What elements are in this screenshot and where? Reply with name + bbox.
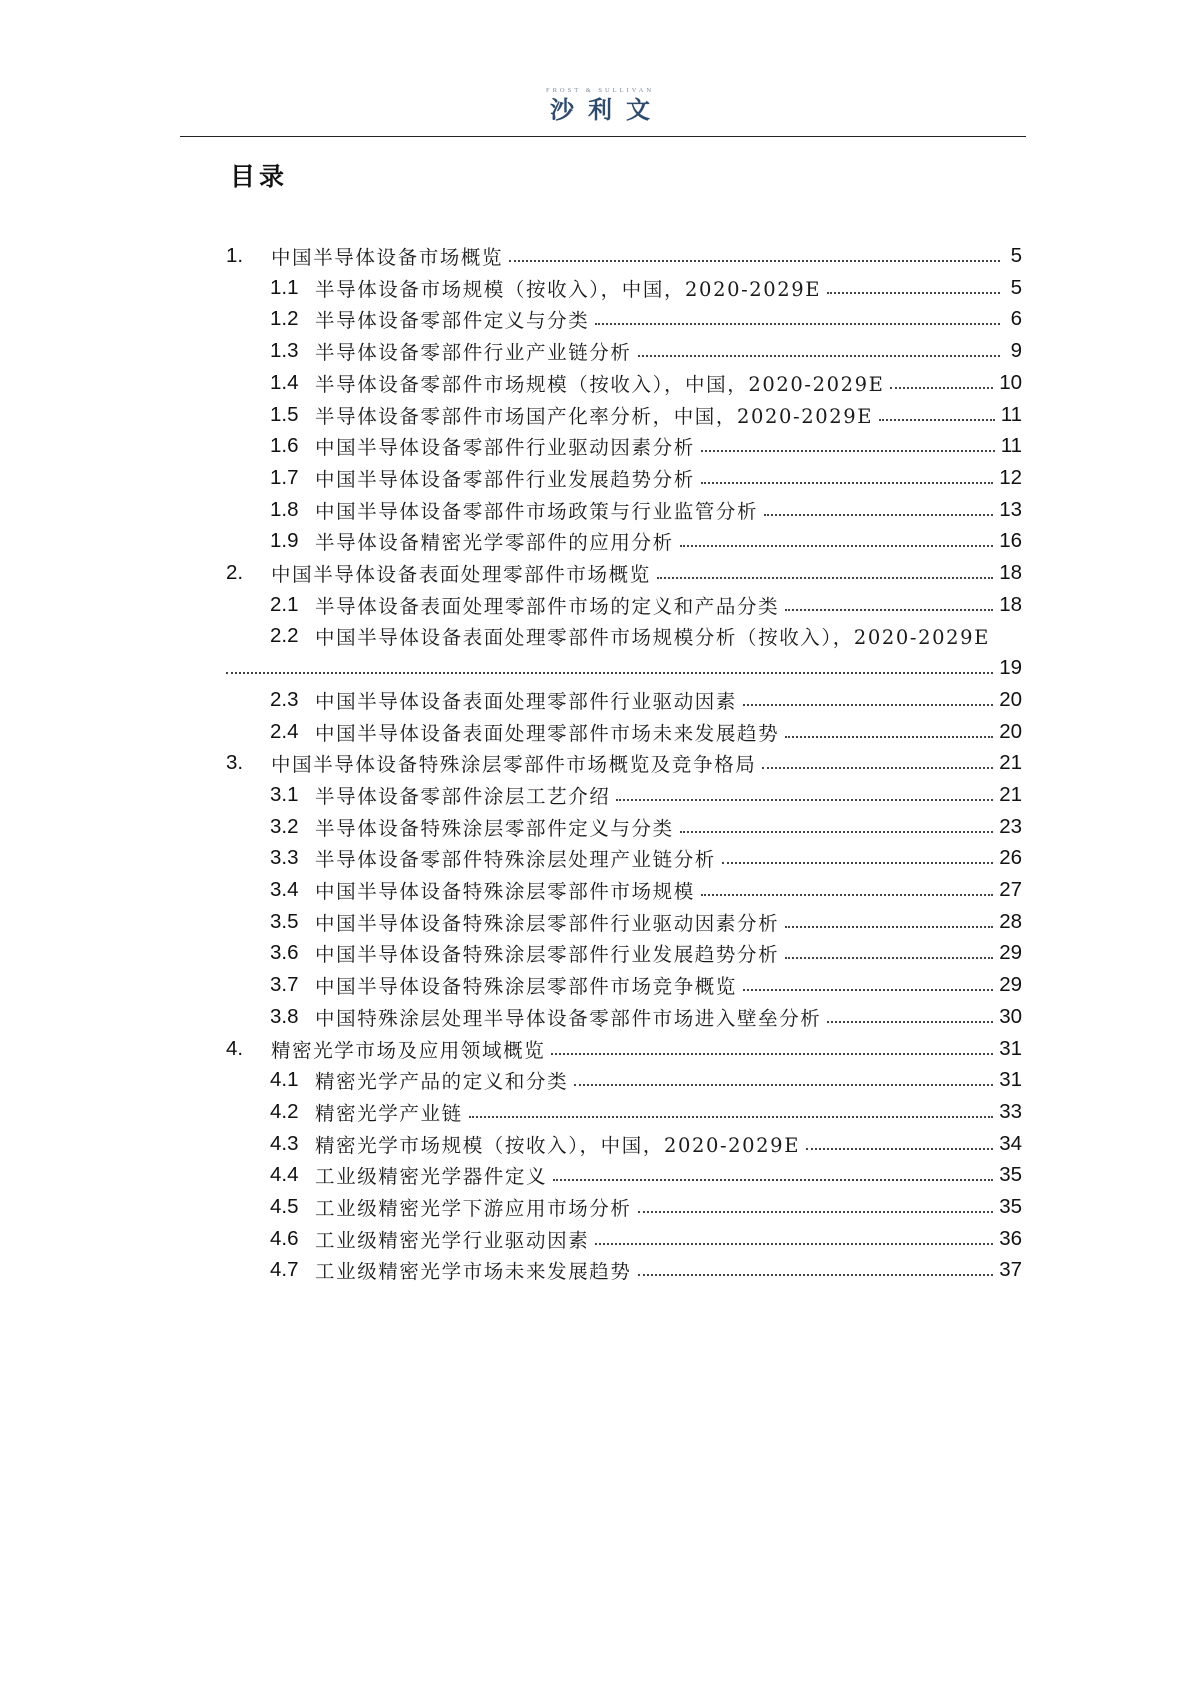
- toc-entry-page: 13: [999, 497, 1022, 521]
- toc-entry[interactable]: [226, 240, 1022, 272]
- dot-leader: [785, 736, 993, 738]
- toc-entry[interactable]: [270, 303, 1022, 335]
- toc-entry-number: 4.1: [270, 1068, 299, 1092]
- dot-leader: [680, 831, 993, 833]
- toc-entry-page: 37: [999, 1258, 1022, 1282]
- toc-entry-title: 工业级精密光学市场未来发展趋势: [315, 1260, 632, 1284]
- toc-entry-number: 1.2: [270, 307, 299, 331]
- toc-entry[interactable]: [270, 589, 1022, 621]
- toc-entry-number: 1.8: [270, 497, 299, 521]
- toc-entry[interactable]: [270, 1159, 1022, 1191]
- toc-entry[interactable]: [270, 525, 1022, 557]
- toc-entry-page: 34: [999, 1131, 1022, 1155]
- toc-entry[interactable]: [270, 1254, 1022, 1286]
- toc-entry-number: 1.4: [270, 370, 299, 394]
- dot-leader: [762, 767, 993, 769]
- toc-entry-title: 半导体设备零部件市场国产化率分析，中国，2020-2029E: [315, 404, 874, 428]
- dot-leader: [553, 1179, 993, 1181]
- toc-entry[interactable]: [270, 494, 1022, 526]
- toc-entry[interactable]: [270, 937, 1022, 969]
- dot-leader: [785, 957, 993, 959]
- toc-entry-number: 2.1: [270, 592, 299, 616]
- toc-entry-title: 中国半导体设备零部件市场政策与行业监管分析: [315, 499, 759, 523]
- toc-entry-title: 精密光学市场规模（按收入），中国，2020-2029E: [315, 1133, 801, 1157]
- toc-entry[interactable]: [270, 272, 1022, 304]
- toc-entry[interactable]: [226, 557, 1022, 589]
- toc-entry[interactable]: [226, 1033, 1022, 1065]
- toc-entry[interactable]: [270, 462, 1022, 494]
- toc-entry-number: 3.1: [270, 782, 299, 806]
- toc-entry-page: 18: [999, 561, 1022, 584]
- toc-entry-title: 半导体设备零部件特殊涂层处理产业链分析: [315, 848, 716, 872]
- toc-entry-page: 31: [999, 1036, 1022, 1060]
- toc-entry-number: 1.3: [270, 339, 299, 363]
- toc-entry-number: 2.2: [270, 624, 299, 648]
- toc-entry-page: 27: [999, 878, 1022, 901]
- toc-title: 目录: [230, 162, 289, 191]
- dot-leader: [595, 323, 1000, 325]
- dot-leader: [764, 514, 993, 516]
- dot-leader: [879, 419, 995, 421]
- toc-entry-number: 4.3: [270, 1131, 299, 1155]
- toc-entry-page: 6: [1010, 307, 1022, 331]
- brand-english-name: FROST & SULLIVAN: [545, 87, 655, 94]
- toc-entry[interactable]: [270, 684, 1022, 716]
- toc-entry[interactable]: [270, 1128, 1022, 1160]
- toc-entry[interactable]: [270, 811, 1022, 843]
- toc-entry[interactable]: [270, 969, 1022, 1001]
- dot-leader: [551, 1053, 993, 1055]
- toc-entry-title: 中国半导体设备表面处理零部件行业驱动因素: [315, 689, 738, 713]
- toc-entry-title: 中国半导体设备特殊涂层零部件市场竞争概览: [315, 975, 738, 999]
- toc-entry-title: 中国半导体设备市场概览: [271, 246, 504, 269]
- toc-entry[interactable]: [270, 620, 1022, 652]
- toc-entry[interactable]: [270, 1001, 1022, 1033]
- dot-leader: [743, 989, 993, 991]
- toc-entry-title: 半导体设备零部件涂层工艺介绍: [315, 784, 611, 808]
- toc-entry-page: 35: [999, 1195, 1022, 1218]
- brand-chinese-name: 沙利文: [550, 96, 664, 124]
- toc-entry-number: 3.8: [270, 1004, 299, 1028]
- toc-entry-page: 29: [999, 941, 1022, 965]
- toc-entry[interactable]: [270, 367, 1022, 399]
- toc-entry-page: 16: [999, 529, 1022, 553]
- dot-leader: [701, 894, 993, 896]
- dot-leader: [657, 577, 993, 579]
- toc-entry-title: 精密光学产业链: [315, 1101, 463, 1125]
- toc-entry[interactable]: [270, 430, 1022, 462]
- toc-entry-title: 半导体设备市场规模（按收入），中国，2020-2029E: [315, 277, 822, 301]
- toc-entry-number: 3.7: [270, 973, 299, 997]
- toc-entry-page: 29: [999, 973, 1022, 997]
- dot-leader: [806, 1148, 993, 1150]
- toc-entry[interactable]: [226, 747, 1022, 779]
- toc-entry-title: 半导体设备表面处理零部件市场的定义和产品分类: [315, 594, 780, 618]
- toc-entry-number: 4.: [226, 1036, 244, 1060]
- toc-entry[interactable]: [270, 716, 1022, 748]
- toc-entry-page: 9: [1010, 339, 1022, 363]
- dot-leader: [638, 355, 1000, 357]
- toc-entry-page: 11: [1000, 402, 1022, 426]
- toc-entry-number: 1.: [226, 244, 244, 267]
- dot-leader: [701, 482, 993, 484]
- toc-entry-title: 中国半导体设备零部件行业驱动因素分析: [315, 436, 695, 460]
- toc-entry[interactable]: [270, 906, 1022, 938]
- toc-entry-page: 36: [999, 1226, 1022, 1250]
- dot-leader: [827, 292, 1000, 294]
- toc-entry-page: 10: [999, 370, 1022, 394]
- toc-entry-page: 26: [999, 846, 1022, 870]
- toc-entry[interactable]: [270, 335, 1022, 367]
- toc-entry[interactable]: [270, 1191, 1022, 1223]
- toc-entry-title: 中国半导体设备特殊涂层零部件市场概览及竞争格局: [271, 753, 757, 777]
- toc-entry-page: 31: [999, 1068, 1022, 1092]
- toc-entry-title: 精密光学产品的定义和分类: [315, 1070, 569, 1094]
- toc-entry-page: 5: [1010, 275, 1022, 299]
- toc-entry-page: 5: [1010, 244, 1022, 267]
- toc-entry-title: 中国半导体设备特殊涂层零部件行业驱动因素分析: [315, 911, 780, 935]
- dot-leader: [701, 450, 995, 452]
- toc-entry-number: 3.3: [270, 846, 299, 870]
- dot-leader: [574, 1084, 993, 1086]
- toc-entry-number: 4.5: [270, 1195, 299, 1218]
- dot-leader: [616, 799, 993, 801]
- toc-entry-number: 4.4: [270, 1163, 299, 1187]
- toc-entry-title: 半导体设备零部件市场规模（按收入），中国，2020-2029E: [315, 372, 885, 396]
- dot-leader: [827, 1021, 993, 1023]
- toc-entry-page: 12: [999, 465, 1022, 489]
- dot-leader: [226, 672, 993, 674]
- toc-entry-title: 精密光学市场及应用领域概览: [271, 1038, 546, 1062]
- toc-entry-number: 4.2: [270, 1099, 299, 1123]
- toc-entry[interactable]: [270, 1064, 1022, 1096]
- toc-entry[interactable]: [270, 842, 1022, 874]
- toc-entry-number: 1.1: [270, 275, 299, 299]
- toc-entry-number: 3.6: [270, 941, 299, 965]
- toc-entry-number: 2.3: [270, 687, 299, 711]
- toc-entry-number: 3.: [226, 751, 244, 775]
- toc-entry[interactable]: [270, 1223, 1022, 1255]
- toc-entry-title: 中国特殊涂层处理半导体设备零部件市场进入壁垒分析: [315, 1006, 822, 1030]
- toc-entry-title: 工业级精密光学下游应用市场分析: [315, 1197, 632, 1220]
- toc-entry-number: 1.6: [270, 434, 299, 458]
- toc-entry-continuation[interactable]: [226, 652, 1022, 684]
- toc-entry-page: 33: [999, 1099, 1022, 1123]
- toc-entry[interactable]: [270, 874, 1022, 906]
- toc-entry-title: 半导体设备零部件行业产业链分析: [315, 341, 632, 365]
- toc-entry-page: 30: [999, 1004, 1022, 1028]
- toc-entry-page: 20: [999, 719, 1022, 743]
- toc-entry-number: 2.: [226, 561, 244, 584]
- toc-entry-title: 中国半导体设备表面处理零部件市场未来发展趋势: [315, 721, 780, 745]
- toc-entry-title: 半导体设备精密光学零部件的应用分析: [315, 531, 674, 555]
- toc-entry-page: 23: [999, 814, 1022, 838]
- toc-entry-number: 1.9: [270, 529, 299, 553]
- toc-entry-title: 中国半导体设备表面处理零部件市场规模分析（按收入），2020-2029E: [315, 626, 990, 650]
- toc-entry-title: 中国半导体设备零部件行业发展趋势分析: [315, 467, 695, 491]
- toc-entry-page: 18: [999, 592, 1022, 616]
- dot-leader: [785, 926, 993, 928]
- dot-leader: [595, 1243, 993, 1245]
- dot-leader: [890, 387, 993, 389]
- toc-entry-number: 3.4: [270, 878, 299, 901]
- toc-entry-title: 半导体设备特殊涂层零部件定义与分类: [315, 816, 674, 840]
- dot-leader: [469, 1116, 993, 1118]
- toc-entry-page: 21: [999, 782, 1022, 806]
- toc-entry-title: 中国半导体设备特殊涂层零部件行业发展趋势分析: [315, 943, 780, 967]
- dot-leader: [638, 1211, 994, 1213]
- dot-leader: [680, 545, 993, 547]
- toc-entry-title: 半导体设备零部件定义与分类: [315, 309, 590, 333]
- dot-leader: [638, 1274, 994, 1276]
- dot-leader: [785, 609, 993, 611]
- dot-leader: [743, 704, 993, 706]
- toc-entry-title: 中国半导体设备特殊涂层零部件市场规模: [315, 880, 695, 903]
- toc-entry-page: 20: [999, 687, 1022, 711]
- toc-entry-number: 4.7: [270, 1258, 299, 1282]
- toc-entry-title: 工业级精密光学行业驱动因素: [315, 1228, 590, 1252]
- toc-entry[interactable]: [270, 399, 1022, 431]
- toc-entry-number: 2.4: [270, 719, 299, 743]
- toc-entry-title: 中国半导体设备表面处理零部件市场概览: [271, 563, 651, 586]
- toc-entry-number: 1.7: [270, 465, 299, 489]
- toc-entry-page: 28: [999, 909, 1022, 933]
- toc-entry-number: 4.6: [270, 1226, 299, 1250]
- dot-leader: [722, 862, 993, 864]
- toc-entry-number: 3.5: [270, 909, 299, 933]
- toc-entry[interactable]: [270, 779, 1022, 811]
- toc-entry-number: 1.5: [270, 402, 299, 426]
- toc-entry-page: 21: [999, 751, 1022, 775]
- toc-entry[interactable]: [270, 1096, 1022, 1128]
- toc-entry-number: 3.2: [270, 814, 299, 838]
- toc-entry-title: 工业级精密光学器件定义: [315, 1165, 548, 1189]
- toc-entry-page: 35: [999, 1163, 1022, 1187]
- dot-leader: [509, 260, 1000, 262]
- toc-entry-page: 11: [1000, 434, 1022, 458]
- toc-entry-page: 19: [999, 656, 1022, 680]
